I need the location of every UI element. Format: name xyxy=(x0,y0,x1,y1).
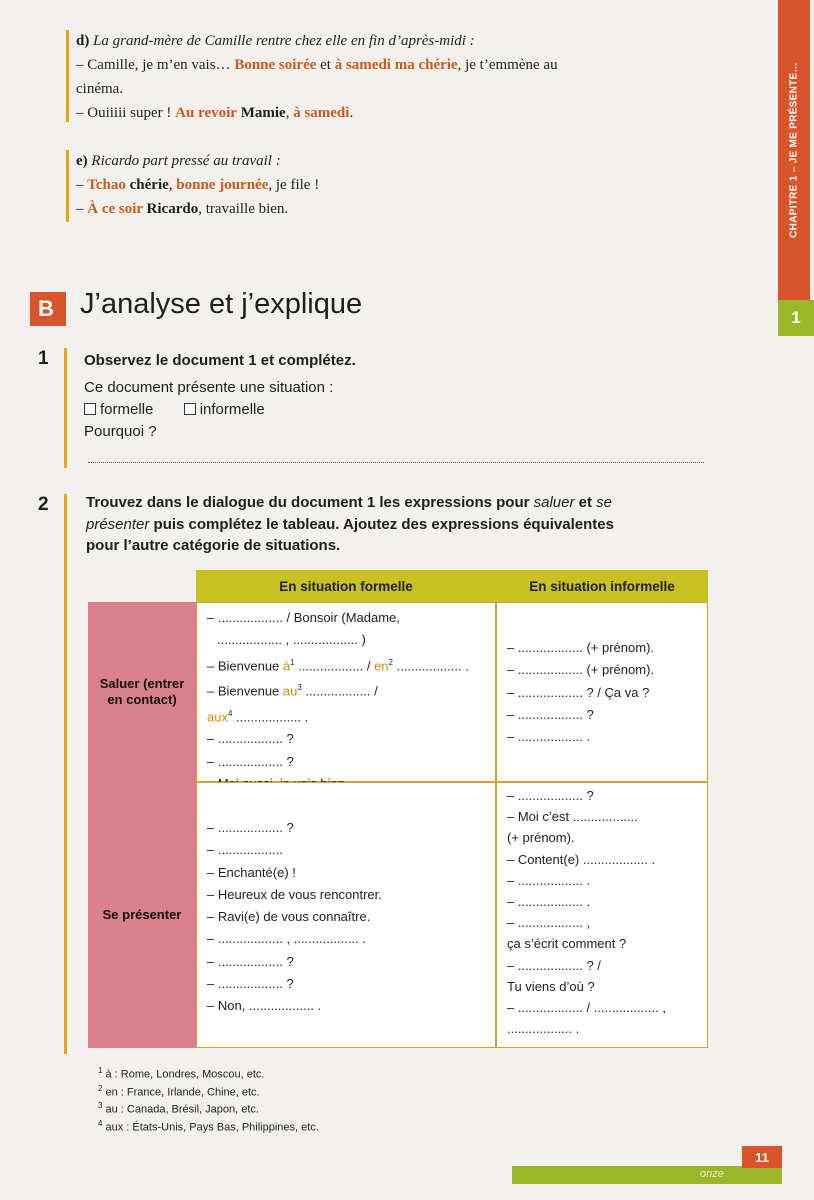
dialogue-highlight: Tchao xyxy=(87,177,126,193)
page-word: onze xyxy=(700,1168,724,1180)
cell-text: .................. / xyxy=(294,657,375,673)
dialogue-e-letter: e) xyxy=(76,153,88,169)
header-informal: En situation informelle xyxy=(496,570,708,602)
footer-bar xyxy=(512,1166,782,1184)
cell-formal-saluer[interactable] xyxy=(196,602,496,782)
row-label-saluer-text: Saluer (entrer en contact) xyxy=(99,676,185,707)
cell-line: – Content(e) .................. . xyxy=(507,851,656,867)
row-label-saluer xyxy=(88,602,196,782)
footnote-number: 2 xyxy=(98,1083,103,1093)
dialogue-d xyxy=(76,29,756,125)
footnote-number: 1 xyxy=(98,1066,103,1075)
question-1-bar xyxy=(64,348,67,468)
dialogue-d-bar xyxy=(66,30,69,122)
cell-line: – .................. ? / Ça va ? xyxy=(507,684,650,700)
dialogue-text: cinéma. xyxy=(76,81,124,97)
cell-line xyxy=(207,652,489,678)
cell-line: ça s’écrit comment ? xyxy=(507,936,627,952)
cell-line xyxy=(207,677,489,703)
preposition: à xyxy=(282,657,291,673)
dialogue-e xyxy=(76,149,756,221)
instruction-emphasis: présenter xyxy=(86,515,150,533)
question-2-bar xyxy=(64,494,67,1054)
dialogue-text: , xyxy=(168,177,177,193)
dialogue-highlight: Bonne soirée xyxy=(234,57,317,73)
cell-text: – Bienvenue xyxy=(207,683,283,699)
dialogue-highlight: bonne journée xyxy=(176,177,269,193)
checkbox-informelle[interactable] xyxy=(184,403,196,415)
cell-informal-saluer[interactable] xyxy=(496,602,708,782)
preposition: au xyxy=(282,683,298,699)
dialogue-text: , je t’emmène au xyxy=(457,57,558,73)
cell-formal-presenter[interactable] xyxy=(196,782,496,1048)
cell-informal-presenter[interactable] xyxy=(496,782,708,1048)
cell-line: – .................. ? xyxy=(207,731,294,747)
cell-line: .................. , .................. ) xyxy=(217,632,366,648)
dialogue-highlight: à samedi ma chérie xyxy=(334,57,458,73)
cell-line: Tu viens d’où ? xyxy=(507,978,595,994)
dialogue-e-bar xyxy=(66,150,69,222)
cell-line: – .................. , .................. . xyxy=(207,931,366,947)
question-2-instruction xyxy=(86,492,716,557)
footnote-text: aux : États-Unis, Pays Bas, Philippines, etc. xyxy=(102,1121,319,1134)
dialogue-e-context: Ricardo part pressé au travail : xyxy=(91,153,281,169)
footnote-text: à : Rome, Londres, Moscou, etc. xyxy=(102,1068,265,1081)
dialogue-highlight: à samedi xyxy=(293,105,350,121)
dialogue-text: – xyxy=(76,201,88,217)
footnote-ref: 1 xyxy=(290,657,295,667)
dialogue-text: , je file ! xyxy=(268,177,320,193)
cell-line: – .................. ? xyxy=(507,706,594,722)
cell-line: (+ prénom). xyxy=(507,830,575,846)
instruction-text: Trouvez dans le dialogue du document 1 les expressions pour xyxy=(86,494,534,511)
preposition: aux xyxy=(207,709,228,725)
dialogue-name: Ricardo xyxy=(142,201,199,217)
answer-line[interactable] xyxy=(88,456,704,463)
cell-line: – .................. . xyxy=(507,729,591,745)
cell-line: – .................. (+ prénom). xyxy=(507,662,655,678)
chapter-tab-label: CHAPITRE 1 – JE ME PRÉSENTE… xyxy=(788,62,800,238)
cell-line: – Enchanté(e) ! xyxy=(207,864,296,880)
instruction-text: pour l’autre catégorie de situations. xyxy=(86,537,341,554)
footnote-ref: 3 xyxy=(297,683,302,693)
cell-line: .................. . xyxy=(507,1021,580,1037)
footnote-ref: 4 xyxy=(227,708,233,718)
cell-line: – Heureux de vous rencontrer. xyxy=(207,886,382,902)
option-formelle-label: formelle xyxy=(100,401,154,418)
footnote xyxy=(98,1082,319,1100)
dialogue-d-context: La grand-mère de Camille rentre chez elle en fin d’après-midi : xyxy=(93,33,475,49)
footnote-number: 4 xyxy=(98,1118,103,1128)
dialogue-name: Mamie xyxy=(240,105,286,121)
section-title: J’analyse et j’explique xyxy=(80,288,363,320)
section-b-badge: B xyxy=(30,292,62,326)
chapter-side-tab xyxy=(778,0,810,300)
question-1-number: 1 xyxy=(38,348,49,369)
dialogue-text: – xyxy=(76,177,88,193)
cell-line: – Ravi(e) de vous connaître. xyxy=(207,909,371,925)
footnote xyxy=(98,1117,319,1135)
section-b-badge-accent xyxy=(62,292,66,326)
cell-line: – .................. xyxy=(207,842,283,858)
cell-line: – .................. . xyxy=(507,894,591,910)
dialogue-highlight: À ce soir xyxy=(87,201,143,217)
cell-line: – .................. ? xyxy=(207,953,294,969)
dialogue-highlight: Au revoir xyxy=(175,105,237,121)
cell-text: .................. . xyxy=(392,657,469,673)
cell-line xyxy=(207,703,489,729)
instruction-emphasis: se xyxy=(596,494,612,511)
cell-line: – .................. (+ prénom). xyxy=(507,640,655,655)
cell-text: .................. . xyxy=(232,709,309,725)
cell-line: – Non, .................. . xyxy=(207,998,322,1014)
dialogue-text: et xyxy=(316,57,335,73)
question-1-line: Ce document présente une situation : xyxy=(84,379,334,396)
footnote-ref: 2 xyxy=(388,657,393,667)
cell-text: .................. / xyxy=(301,683,378,699)
dialogue-text: – Camille, je m’en vais… xyxy=(76,57,235,73)
cell-line: – .................. / Bonsoir (Madame, xyxy=(207,610,400,625)
header-formal: En situation formelle xyxy=(196,570,496,602)
question-1-instruction: Observez le document 1 et complétez. xyxy=(84,352,356,369)
footnote-number: 3 xyxy=(98,1101,103,1111)
footnote-text: au : Canada, Brésil, Japon, etc. xyxy=(102,1103,259,1116)
dialogue-text: – Ouiiiii super ! xyxy=(76,105,176,121)
cell-line: – .................. ? / xyxy=(507,957,601,973)
cell-line: – .................. . xyxy=(507,872,591,888)
cell-line: – .................. ? xyxy=(207,820,294,835)
dialogue-d-letter: d) xyxy=(76,33,90,49)
cell-line: – .................. , xyxy=(507,915,591,931)
option-informelle-label: informelle xyxy=(199,401,265,418)
dialogue-name: chérie xyxy=(125,177,169,193)
cell-line: – .................. ? xyxy=(207,753,294,769)
footnotes xyxy=(98,1064,319,1135)
dialogue-text: , travaille bien. xyxy=(198,201,289,217)
cell-text: – Bienvenue xyxy=(207,657,283,673)
question-2-number: 2 xyxy=(38,494,49,515)
row-label-presenter xyxy=(88,782,196,1048)
footnote xyxy=(98,1099,319,1117)
instruction-text: puis complétez le tableau. Ajoutez des expressions équivalentes xyxy=(149,515,614,533)
cell-line: – .................. ? xyxy=(207,976,294,992)
dialogue-text: , xyxy=(285,105,294,121)
question-1-why: Pourquoi ? xyxy=(84,423,157,440)
question-1-options xyxy=(84,399,265,420)
cell-line: – Moi c’est .................. xyxy=(507,809,638,825)
page-number: 11 xyxy=(742,1146,782,1168)
dialogue-text: . xyxy=(349,105,354,121)
checkbox-formelle[interactable] xyxy=(84,403,96,415)
preposition: en xyxy=(374,657,389,673)
footnote-text: en : France, Irlande, Chine, etc. xyxy=(102,1086,260,1099)
cell-line: – .................. / .................. , xyxy=(507,1000,666,1016)
cell-line: – .................. ? xyxy=(507,788,594,803)
instruction-emphasis: saluer xyxy=(533,494,575,511)
answer-table xyxy=(88,570,708,1048)
footnote xyxy=(98,1064,319,1082)
chapter-number-tab: 1 xyxy=(778,300,814,336)
instruction-text: et xyxy=(574,494,597,511)
row-label-presenter-text: Se présenter xyxy=(102,907,182,922)
